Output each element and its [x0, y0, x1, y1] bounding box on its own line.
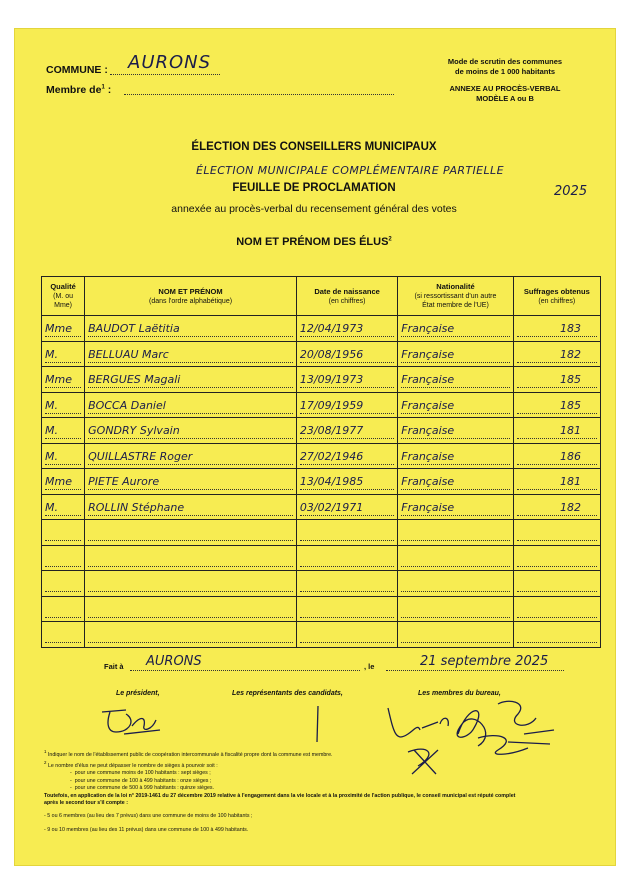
feuille-title: FEUILLE DE PROCLAMATION: [232, 182, 396, 194]
qualite-cell: [42, 545, 85, 571]
president-signature-icon: [96, 700, 166, 740]
commune-value: AURONS: [128, 52, 212, 73]
qualite-cell: [42, 367, 85, 393]
nom-cell: [85, 571, 297, 597]
footnote-second-tour: après le second tour s'il compte :: [44, 799, 128, 806]
qualite-cell-value: [45, 625, 81, 643]
nom-cell-value: BOCCA Daniel: [88, 396, 293, 414]
qualite-cell-value: M.: [45, 345, 81, 363]
nom-cell-value: BERGUES Magali: [88, 370, 293, 388]
table-header-row: [42, 277, 601, 316]
fait-dots: [130, 670, 360, 671]
representant-signature-icon: [312, 704, 324, 744]
suffrages-cell: [513, 596, 600, 622]
table-row: [42, 494, 601, 520]
nationalite-cell-value: Française: [401, 472, 509, 490]
annexe-pv: ANNEXE AU PROCÈS-VERBAL MODÈLE A ou B: [449, 84, 561, 103]
date-cell: [296, 392, 397, 418]
suffrages-cell-value: 186: [517, 447, 597, 465]
nom-cell-value: [88, 549, 293, 567]
nom-cell: [85, 443, 297, 469]
qualite-cell: [42, 520, 85, 546]
suffrages-cell-value: 181: [517, 421, 597, 439]
table-row: [42, 469, 601, 495]
le-dots: [386, 670, 564, 671]
table-row: [42, 418, 601, 444]
footnote-case-1: - 5 ou 6 membres (au lieu des 7 prévus) dans une commune de moins de 100 habitants ;: [44, 813, 253, 820]
header-date: Date de naissance (en chiffres): [296, 277, 397, 316]
date-cell-value: [300, 625, 394, 643]
nom-cell-value: GONDRY Sylvain: [88, 421, 293, 439]
nationalite-cell: [398, 469, 513, 495]
footnote-toutefois: Toutefois, en application de la loi n° 2019-1461 du 27 décembre 2019 relative à l'engagement dans la vie locale et à la proximité de l'action publique, le conseil municipal est réputé complet: [44, 792, 516, 799]
commune-dots: [110, 74, 220, 75]
suffrages-cell: [513, 520, 600, 546]
footnote-bullet-3: - pour une commune de 500 à 999 habitants : quinze sièges.: [70, 785, 215, 792]
nationalite-cell-value: Française: [401, 498, 509, 516]
qualite-cell: [42, 494, 85, 520]
suffrages-cell-value: 183: [517, 319, 597, 337]
nom-cell-value: [88, 574, 293, 592]
nationalite-cell: [398, 392, 513, 418]
commune-label: COMMUNE :: [46, 64, 108, 76]
nom-cell: [85, 341, 297, 367]
table-row: [42, 367, 601, 393]
date-cell-value: 12/04/1973: [300, 319, 394, 337]
date-cell-value: [300, 523, 394, 541]
nationalite-cell-value: Française: [401, 421, 509, 439]
nationalite-cell: [398, 443, 513, 469]
nationalite-cell-value: [401, 549, 509, 567]
table-row: [42, 622, 601, 648]
nom-cell: [85, 392, 297, 418]
date-cell: [296, 622, 397, 648]
suffrages-cell: [513, 367, 600, 393]
nationalite-cell: [398, 596, 513, 622]
date-cell: [296, 367, 397, 393]
nom-cell-value: [88, 523, 293, 541]
suffrages-cell: [513, 443, 600, 469]
nom-cell: [85, 316, 297, 342]
nationalite-cell: [398, 545, 513, 571]
qualite-cell-value: [45, 549, 81, 567]
suffrages-cell: [513, 418, 600, 444]
qualite-cell: [42, 469, 85, 495]
date-cell: [296, 545, 397, 571]
date-cell-value: 17/09/1959: [300, 396, 394, 414]
election-title: ÉLECTION DES CONSEILLERS MUNICIPAUX: [191, 141, 437, 153]
table-row: [42, 316, 601, 342]
membre-dots: [124, 94, 394, 95]
nationalite-cell-value: Française: [401, 447, 509, 465]
qualite-cell: [42, 596, 85, 622]
qualite-cell: [42, 341, 85, 367]
qualite-cell-value: M.: [45, 447, 81, 465]
handwritten-subtitle: ÉLECTION MUNICIPALE COMPLÉMENTAIRE PARTIELLE: [196, 164, 504, 177]
qualite-cell: [42, 316, 85, 342]
elus-table: [41, 276, 601, 648]
nom-cell: [85, 494, 297, 520]
qualite-cell-value: Mme: [45, 319, 81, 337]
header-qualite: Qualité (M. ou Mme): [42, 277, 85, 316]
suffrages-cell: [513, 392, 600, 418]
date-cell: [296, 494, 397, 520]
qualite-cell: [42, 571, 85, 597]
nom-cell: [85, 520, 297, 546]
representants-caption: Les représentants des candidats,: [232, 690, 343, 697]
suffrages-cell-value: [517, 549, 597, 567]
suffrages-cell-value: 182: [517, 498, 597, 516]
nationalite-cell: [398, 622, 513, 648]
date-cell: [296, 571, 397, 597]
nom-cell: [85, 596, 297, 622]
date-cell: [296, 520, 397, 546]
le-label: , le: [364, 662, 375, 671]
date-cell: [296, 418, 397, 444]
footnote-bullet-2: - pour une commune de 100 à 499 habitants : onze sièges ;: [70, 777, 212, 784]
date-cell-value: [300, 600, 394, 618]
qualite-cell: [42, 443, 85, 469]
date-cell-value: 27/02/1946: [300, 447, 394, 465]
date-cell-value: 13/09/1973: [300, 370, 394, 388]
qualite-cell: [42, 418, 85, 444]
nationalite-cell: [398, 494, 513, 520]
date-cell: [296, 316, 397, 342]
nationalite-cell-value: Française: [401, 370, 509, 388]
table-row: [42, 545, 601, 571]
date-cell-value: 23/08/1977: [300, 421, 394, 439]
qualite-cell-value: [45, 523, 81, 541]
nationalite-cell: [398, 520, 513, 546]
qualite-cell-value: [45, 574, 81, 592]
suffrages-cell: [513, 316, 600, 342]
nationalite-cell: [398, 341, 513, 367]
mode-scrutin: Mode de scrutin des communes de moins de 1 000 habitants: [447, 57, 563, 76]
qualite-cell-value: Mme: [45, 370, 81, 388]
nationalite-cell-value: [401, 574, 509, 592]
qualite-cell-value: M.: [45, 421, 81, 439]
nom-cell: [85, 367, 297, 393]
header-nationalite: Nationalité (si ressortissant d'un autre État membre de l'UE): [398, 277, 513, 316]
nom-cell-value: PIETE Aurore: [88, 472, 293, 490]
nom-prenom-title: NOM ET PRÉNOM DES ÉLUS$^2$: [236, 236, 392, 248]
footnote-2: $^2$ Le nombre d'élus ne peut dépasser le nombre de sièges à pourvoir soit :: [44, 760, 218, 769]
table-row: [42, 341, 601, 367]
membre-label: Membre $de^1$ :: [46, 84, 112, 96]
header-suffrages: Suffrages obtenus (en chiffres): [513, 277, 600, 316]
date-cell: [296, 469, 397, 495]
fait-label: Fait à: [104, 662, 124, 671]
table-row: [42, 392, 601, 418]
nationalite-cell: [398, 316, 513, 342]
table-row: [42, 443, 601, 469]
handwritten-year: 2025: [554, 184, 588, 199]
nom-cell-value: ROLLIN Stéphane: [88, 498, 293, 516]
suffrages-cell-value: [517, 600, 597, 618]
suffrages-cell-value: [517, 523, 597, 541]
date-cell: [296, 443, 397, 469]
nationalite-cell: [398, 418, 513, 444]
qualite-cell-value: [45, 600, 81, 618]
nationalite-cell-value: [401, 523, 509, 541]
table-row: [42, 571, 601, 597]
nom-cell: [85, 418, 297, 444]
date-cell: [296, 341, 397, 367]
nom-cell-value: QUILLASTRE Roger: [88, 447, 293, 465]
qualite-cell-value: M.: [45, 396, 81, 414]
nationalite-cell: [398, 571, 513, 597]
suffrages-cell: [513, 469, 600, 495]
nationalite-cell-value: Française: [401, 345, 509, 363]
footnote-case-2: - 9 ou 10 membres (au lieu des 11 prévus) dans une commune de 100 à 499 habitants.: [44, 826, 249, 833]
nationalite-cell-value: Française: [401, 396, 509, 414]
nom-cell: [85, 545, 297, 571]
membres-caption: Les membres du bureau,: [418, 690, 501, 697]
suffrages-cell: [513, 571, 600, 597]
qualite-cell: [42, 392, 85, 418]
nom-cell: [85, 469, 297, 495]
nationalite-cell-value: Française: [401, 319, 509, 337]
nom-cell-value: [88, 625, 293, 643]
suffrages-cell: [513, 622, 600, 648]
date-cell: [296, 596, 397, 622]
date-cell-value: [300, 574, 394, 592]
suffrages-cell-value: 182: [517, 345, 597, 363]
date-cell-value: [300, 549, 394, 567]
footnote-1: $^1$ Indiquer le nom de l'établissement public de coopération intercommunale à fiscalité propre dont la commune est membre.: [44, 749, 333, 758]
nom-cell: [85, 622, 297, 648]
date-cell-value: 20/08/1956: [300, 345, 394, 363]
qualite-cell-value: M.: [45, 498, 81, 516]
fait-value: AURONS: [146, 654, 202, 669]
suffrages-cell: [513, 341, 600, 367]
footnote-bullet-1: - pour une commune moins de 100 habitants : sept sièges ;: [70, 770, 211, 777]
annexee-subtitle: annexée au procès-verbal du recensement général des votes: [171, 203, 457, 215]
suffrages-cell-value: 185: [517, 370, 597, 388]
suffrages-cell: [513, 545, 600, 571]
suffrages-cell-value: 185: [517, 396, 597, 414]
suffrages-cell-value: [517, 625, 597, 643]
table-row: [42, 596, 601, 622]
nationalite-cell-value: [401, 600, 509, 618]
qualite-cell: [42, 622, 85, 648]
date-cell-value: 03/02/1971: [300, 498, 394, 516]
le-value: 21 septembre 2025: [420, 654, 549, 669]
date-cell-value: 13/04/1985: [300, 472, 394, 490]
table-row: [42, 520, 601, 546]
president-caption: Le président,: [116, 690, 160, 697]
nom-cell-value: BELLUAU Marc: [88, 345, 293, 363]
suffrages-cell: [513, 494, 600, 520]
suffrages-cell-value: 181: [517, 472, 597, 490]
nom-cell-value: [88, 600, 293, 618]
qualite-cell-value: Mme: [45, 472, 81, 490]
nationalite-cell-value: [401, 625, 509, 643]
nom-cell-value: BAUDOT Laëtitia: [88, 319, 293, 337]
header-nom: NOM ET PRÉNOM (dans l'ordre alphabétique): [85, 277, 297, 316]
nationalite-cell: [398, 367, 513, 393]
suffrages-cell-value: [517, 574, 597, 592]
footnotes: [44, 748, 584, 834]
